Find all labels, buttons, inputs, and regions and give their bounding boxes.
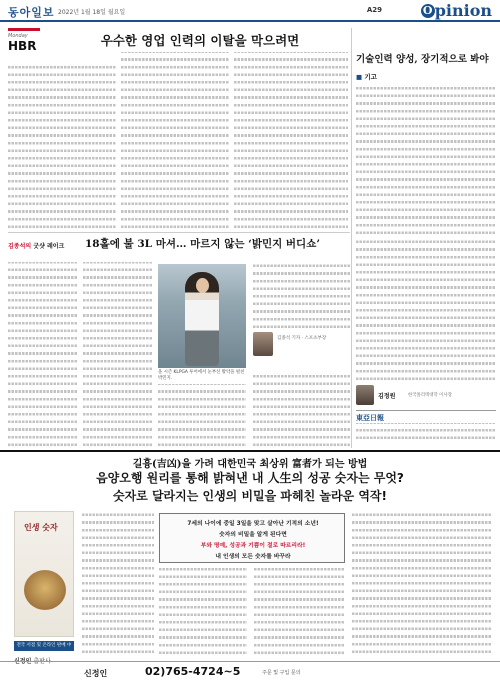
book-title: 인생 숫자 (24, 522, 58, 532)
ad-phone-number: 02)765-4724~5 (145, 665, 241, 678)
column-divider (351, 28, 352, 448)
right-column-body-1 (356, 84, 496, 234)
ad-box-line-4: 내 인생의 모든 숫자를 바꾸라 (215, 554, 291, 560)
golf-col-1 (8, 262, 78, 446)
main-article-title: 우수한 영업 인력의 이탈을 막으려면 (100, 33, 300, 48)
golfer-face (196, 278, 209, 293)
page-number: A29 (366, 6, 382, 14)
ad-footer-info: 주문 및 구입 문의 (262, 670, 301, 676)
publisher-name: 신정인 (14, 658, 32, 665)
golf-column-tag-light: 김종석의 (8, 243, 32, 250)
ad-text-col-2 (159, 568, 247, 654)
golf-column-tag-bold: 굿샷 레이크 (33, 243, 65, 250)
golf-column-title: 18홀에 불 3L 마셔… 마르지 않는 ‘밝민지 버디쇼’ (85, 238, 320, 250)
ad-text-col-3 (254, 568, 345, 654)
ad-headline-3: 숫자로 달라지는 인생의 비밀을 파헤친 놀라운 역작! (113, 489, 387, 503)
golf-column-tag (8, 241, 64, 250)
ad-footer (0, 661, 500, 691)
newspaper-logo: 동아일보 (8, 6, 55, 19)
ad-highlight-box (159, 513, 345, 563)
ad-headline-1: 길흉(吉凶)을 가려 대한민국 최상위 富者가 되는 방법 (132, 459, 368, 470)
author-photo (356, 385, 374, 405)
author-name: 김정원 (378, 393, 396, 400)
publisher-label: 출판사 (33, 658, 51, 665)
writer-photo (253, 332, 273, 356)
ad-footer-brand: 신정인 (84, 668, 108, 678)
author-role: 한국폴리텍대학 이사장 (408, 393, 452, 398)
ad-box-line-2: 숫자의 비밀을 알게 된다면 (219, 532, 287, 538)
opinion-o-badge: O (421, 4, 435, 18)
ad-text-col-4 (352, 513, 492, 653)
golf-col-2 (83, 262, 153, 446)
hbr-badge (8, 28, 40, 58)
golf-col-3 (158, 384, 246, 446)
ad-text-col-1 (82, 513, 154, 653)
opinion-section-label: pinion (434, 1, 492, 20)
main-article-col-1 (8, 62, 116, 228)
right-column-body-2 (356, 240, 496, 380)
author-box (356, 385, 496, 405)
golf-photo-caption: 올 시즌 KLPGA 투어에서 눈부신 활약을 펼친 박민지. (158, 370, 245, 381)
ad-box-line-3: 부와 명예, 성공과 기쁨이 절로 따르리라! (200, 543, 306, 549)
hbr-label: HBR (8, 39, 37, 53)
masthead-info (356, 423, 496, 439)
main-article-col-2 (121, 52, 229, 228)
opinion-section-brand (421, 1, 492, 20)
golf-col-5 (253, 372, 350, 446)
page-header (0, 0, 500, 22)
golf-photo (158, 264, 246, 368)
hbr-small-label: Monday (8, 33, 28, 39)
ad-box-line-1: 7세의 나이에 중일 3일을 맞고 살아난 기적의 소년! (187, 521, 319, 527)
writer-caption: 김종석 기자 · 스포츠부장 (277, 336, 327, 341)
right-column-title: 기술인력 양성, 장기적으로 봐야 (356, 54, 489, 65)
ad-sale-badge: 전국 서점 및 온라인 판매 中 (14, 641, 74, 651)
masthead (356, 410, 496, 440)
book-cover-art (24, 570, 66, 610)
dateline: 2022년 1월 18일 월요일 (58, 9, 126, 16)
ad-headline-2: 음양오행 원리를 통해 밝혀낸 내 人生의 성공 숫자는 무엇? (96, 471, 404, 485)
golf-col-4 (253, 262, 350, 328)
masthead-name: 東亞日報 (356, 413, 384, 422)
writer-box (253, 332, 350, 368)
section-divider (8, 232, 350, 233)
kicker-label: ■ 기고 (356, 72, 377, 81)
book-cover (14, 511, 74, 637)
main-article-col-3 (234, 52, 348, 228)
